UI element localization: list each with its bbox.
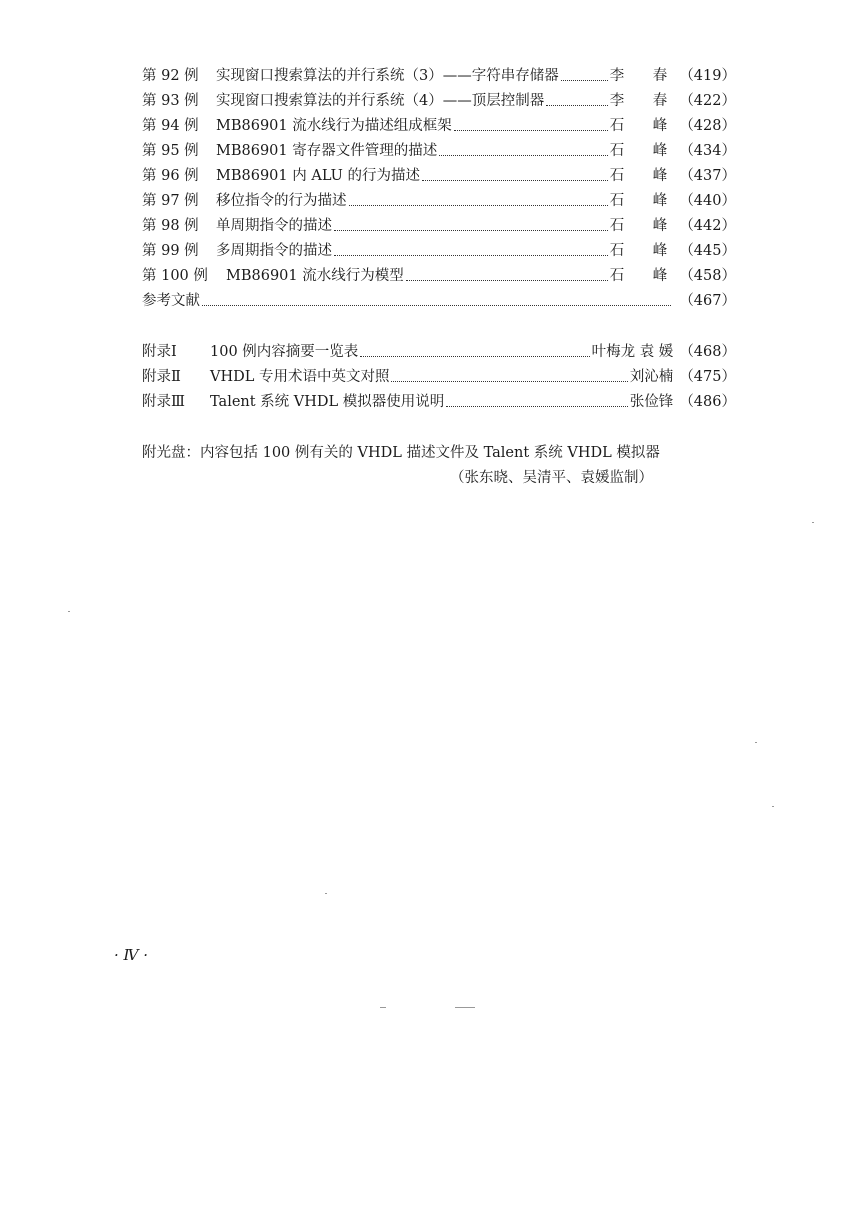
entry-author: 石 峰 — [609, 168, 680, 184]
entry-page: （442） — [679, 218, 736, 234]
cd-note-line1: 附光盘：内容包括 100 例有关的 VHDL 描述文件及 Talent 系统 VHDL 模拟器 — [142, 445, 660, 461]
dot-leader — [406, 280, 608, 281]
scan-speck — [68, 611, 70, 612]
appendix-number: 附录Ⅱ — [142, 369, 181, 385]
scan-speck — [812, 522, 814, 523]
dot-leader — [334, 230, 608, 231]
dot-leader — [546, 105, 607, 106]
toc-appendix — [142, 390, 736, 412]
entry-title: 多周期指令的描述 — [216, 243, 332, 259]
entry-page: （434） — [679, 143, 736, 159]
entry-page: （422） — [679, 93, 736, 109]
dot-leader — [334, 255, 608, 256]
toc-entry — [142, 64, 736, 86]
entry-title: MB86901 流水线行为模型 — [226, 268, 404, 284]
appendix-page: （468） — [679, 344, 736, 360]
entry-author: 李 春 — [609, 68, 680, 84]
entry-number: 第 98 例 — [142, 218, 199, 234]
entry-number: 第 94 例 — [142, 118, 199, 134]
dot-leader — [391, 381, 627, 382]
appendix-title: 100 例内容摘要一览表 — [210, 344, 359, 360]
dot-leader — [446, 406, 628, 407]
appendix-number: 附录Ⅰ — [142, 344, 177, 360]
dot-leader — [422, 180, 608, 181]
appendix-author: 刘沁楠 — [629, 369, 674, 385]
entry-title: 移位指令的行为描述 — [216, 193, 347, 209]
entry-page: （440） — [679, 193, 736, 209]
entry-number: 第 100 例 — [142, 268, 208, 284]
entry-title: MB86901 寄存器文件管理的描述 — [216, 143, 438, 159]
toc-entry — [142, 89, 736, 111]
scan-speck — [755, 742, 757, 743]
appendix-page: （486） — [679, 394, 736, 410]
entry-page: （437） — [679, 168, 736, 184]
scan-speck — [325, 893, 327, 894]
toc-appendix — [142, 340, 736, 362]
entry-page: （458） — [679, 268, 736, 284]
entry-author: 石 峰 — [609, 143, 680, 159]
entry-author: 石 峰 — [609, 243, 680, 259]
entry-author: 石 峰 — [609, 268, 680, 284]
dot-leader — [561, 80, 608, 81]
entry-number: 第 97 例 — [142, 193, 199, 209]
dot-leader — [349, 205, 608, 206]
entry-author: 石 峰 — [609, 193, 680, 209]
dot-leader — [454, 130, 608, 131]
scan-speck — [380, 1007, 386, 1008]
entry-page: （428） — [679, 118, 736, 134]
toc-entry — [142, 164, 736, 186]
entry-number: 第 99 例 — [142, 243, 199, 259]
entry-author: 李 春 — [609, 93, 680, 109]
entry-title: MB86901 内 ALU 的行为描述 — [216, 168, 420, 184]
dot-leader — [439, 155, 607, 156]
toc-entry — [142, 239, 736, 261]
appendix-page: （475） — [679, 369, 736, 385]
page-number: · Ⅳ · — [114, 946, 149, 964]
entry-page: （445） — [679, 243, 736, 259]
entry-title: MB86901 流水线行为描述组成框架 — [216, 118, 452, 134]
toc-entry — [142, 114, 736, 136]
entry-title: 参考文献 — [142, 293, 200, 309]
appendix-number: 附录Ⅲ — [142, 394, 185, 410]
scan-speck — [455, 1007, 475, 1008]
toc-entry — [142, 264, 736, 286]
dot-leader — [360, 356, 589, 357]
entry-title: 实现窗口搜索算法的并行系统（3）——字符串存储器 — [216, 68, 559, 84]
appendix-author: 张俭锋 — [629, 394, 674, 410]
scan-speck — [772, 806, 774, 807]
cd-note-credit: （张东晓、吴清平、袁媛监制） — [450, 470, 653, 486]
entry-title: 单周期指令的描述 — [216, 218, 332, 234]
entry-author: 石 峰 — [609, 118, 680, 134]
appendix-title: Talent 系统 VHDL 模拟器使用说明 — [210, 394, 445, 410]
entry-page: （467） — [679, 293, 736, 309]
toc-entry-references — [142, 289, 736, 311]
toc-appendix — [142, 365, 736, 387]
toc-entry — [142, 139, 736, 161]
entry-title: 实现窗口搜索算法的并行系统（4）——顶层控制器 — [216, 93, 545, 109]
entry-author: 石 峰 — [609, 218, 680, 234]
appendix-author: 叶梅龙 袁 媛 — [591, 344, 674, 360]
entry-number: 第 93 例 — [142, 93, 199, 109]
dot-leader — [202, 305, 671, 306]
entry-number: 第 92 例 — [142, 68, 199, 84]
appendix-title: VHDL 专用术语中英文对照 — [210, 369, 390, 385]
entry-number: 第 96 例 — [142, 168, 199, 184]
toc-entry — [142, 214, 736, 236]
toc-entry — [142, 189, 736, 211]
entry-page: （419） — [679, 68, 736, 84]
entry-number: 第 95 例 — [142, 143, 199, 159]
